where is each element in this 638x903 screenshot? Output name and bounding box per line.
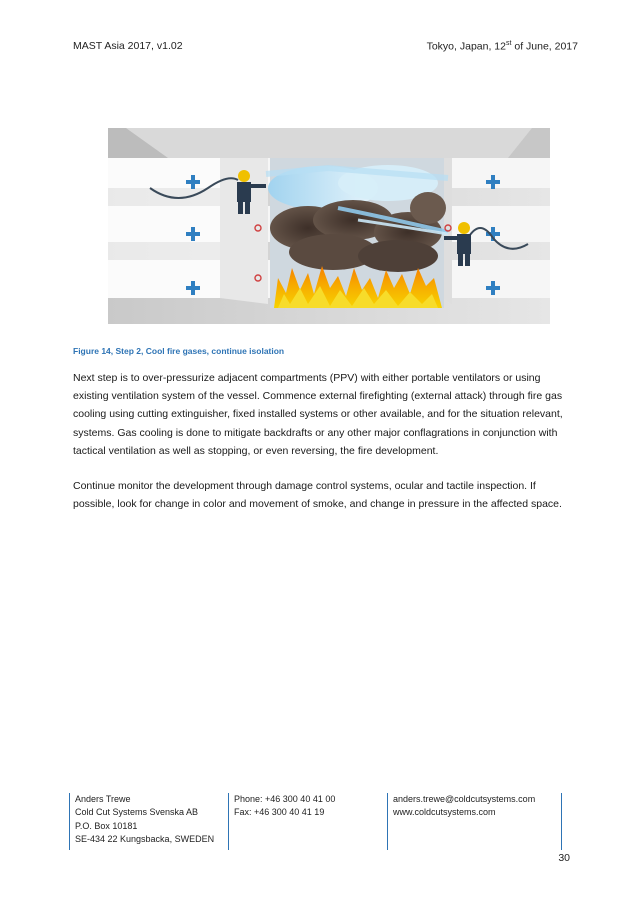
header-right-location-date — [427, 40, 578, 53]
page-number: 30 — [558, 852, 570, 864]
footer-contact-address — [69, 793, 230, 850]
header-date-suffix: of June, 2017 — [511, 40, 578, 53]
footer-phone: Phone: +46 300 40 41 00 — [234, 794, 336, 804]
top-deck-shape — [108, 128, 550, 158]
body-paragraph-2: Continue monitor the development through damage control systems, ocular and tactile inspection. If possible, look for change in color and movement of smoke, and change in pressure in the affected space. — [73, 480, 562, 511]
footer-company: Cold Cut Systems Svenska AB — [75, 807, 199, 818]
footer-pobox: P.O. Box 10181 — [75, 820, 138, 831]
footer-website-link[interactable]: www.coldcutsystems.com — [393, 807, 496, 818]
footer-contact-phone — [228, 793, 389, 850]
header-date-sup: st — [505, 40, 512, 47]
footer-city: SE-434 22 Kungsbacka, SWEDEN — [75, 834, 215, 845]
footer — [69, 793, 559, 850]
footer-fax: Fax: +46 300 40 41 19 — [234, 807, 325, 818]
header-date-prefix: Tokyo, Japan, 12 — [426, 40, 506, 53]
ship-compartments-figure — [108, 128, 550, 324]
figure-caption: Figure 14, Step 2, Cool fire gases, continue isolation — [73, 346, 285, 356]
header-left-title: MAST Asia 2017, v1.02 — [73, 40, 183, 52]
footer-email-link[interactable]: anders.trewe@coldcutsystems.com — [393, 794, 536, 804]
body-paragraph-1: Next step is to over-pressurize adjacent compartments (PPV) with either portable ventilators or using existing ventilation system of the vessel. Commence external firefighting (external attack) through fire gas cooling using cutting extinguisher, fixed installed systems or other available, and for the situation relevant, systems. Gas cooling is done to mitigate backdrafts or any other major conflagrations in conjunction with tactical ventilation as well as stopping, or even reversing, the fire development. — [73, 372, 563, 457]
footer-contact-web — [387, 793, 558, 850]
footer-name: Anders Trewe — [75, 794, 131, 804]
